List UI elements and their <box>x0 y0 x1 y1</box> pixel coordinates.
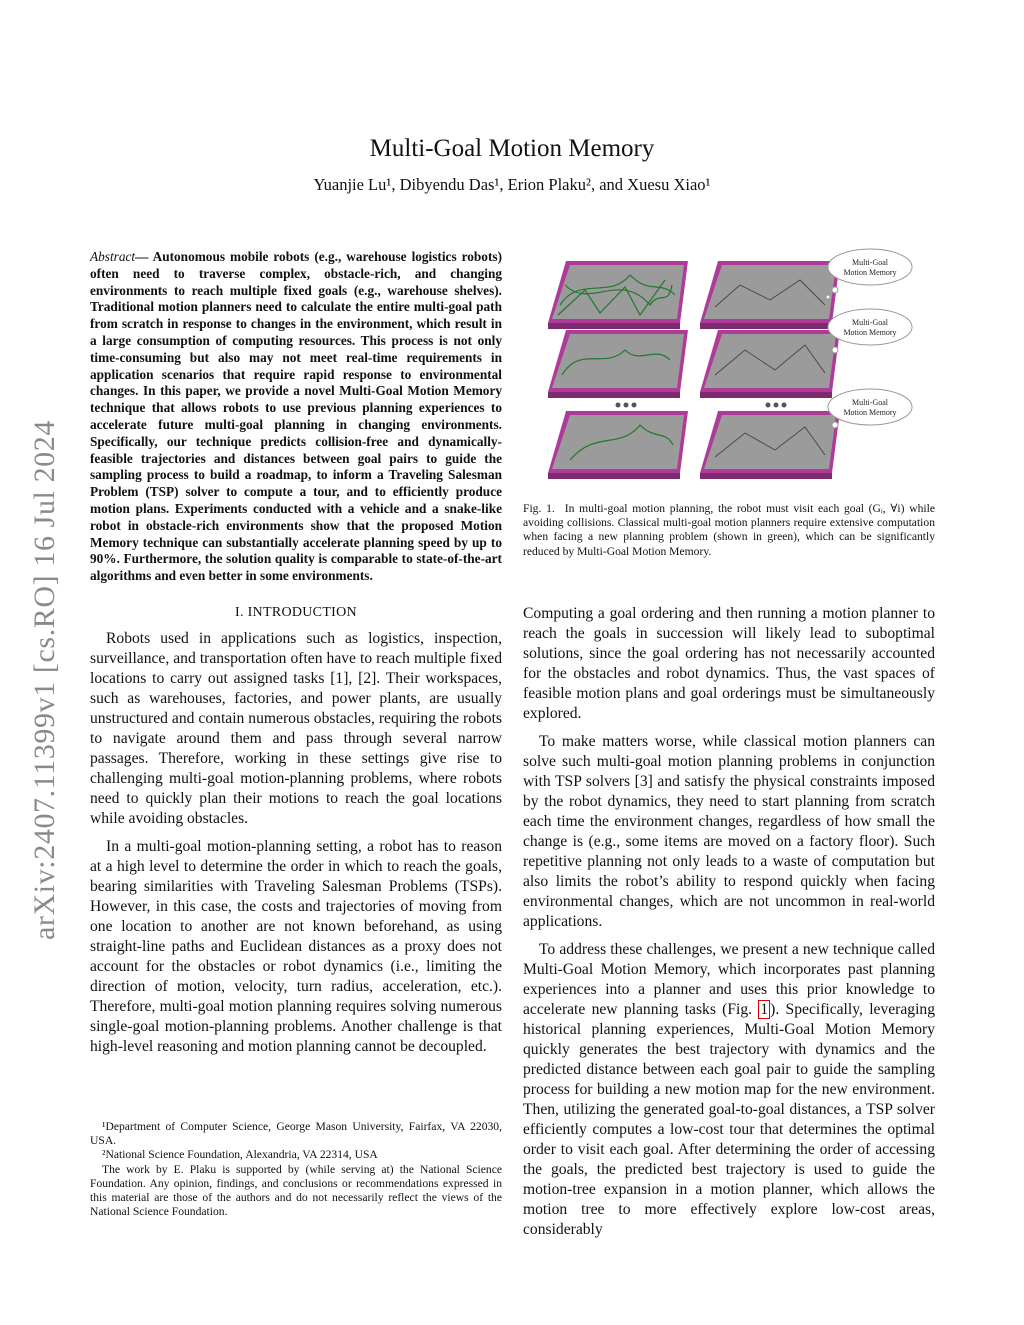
abstract-label: Abstract <box>90 249 136 264</box>
figure-1-reference-link[interactable]: 1 <box>760 1001 769 1018</box>
ellipsis-dots <box>616 403 787 408</box>
footnote-funding: The work by E. Plaku is supported by (while serving at) the National Science Foundation. Any opinion, findings, and conclusions or recommendations expressed in this material are those of the authors and do not necessarily reflect the views of the National Science Foundation. <box>90 1162 502 1219</box>
footnotes <box>90 1120 502 1219</box>
cloud-1-label-line-2: Motion Memory <box>843 268 897 277</box>
author-list: Yuanjie Lu¹, Dibyendu Das¹, Erion Plaku², and Xuesu Xiao¹ <box>313 175 711 194</box>
memory-cloud-3 <box>828 389 912 428</box>
right-column <box>523 604 935 1248</box>
left-column <box>90 249 502 1065</box>
figure-1 <box>540 245 920 490</box>
cloud-2-label-line-2: Motion Memory <box>843 328 897 337</box>
figure-1-caption <box>523 502 935 559</box>
cloud-3-label-line-2: Motion Memory <box>843 408 897 417</box>
right-paragraph-1: Computing a goal ordering and then running a motion planner to reach the goals in succession will likely lead to suboptimal solutions, since the goal ordering has not necessarily accounted for the obstacles and robot dynamics. Thus, the vast spaces of feasible motion plans and goal orderings must be simultaneously explored. <box>523 605 935 722</box>
platform-row-3 <box>548 411 840 479</box>
arxiv-identifier: arXiv:2407.11399v1 [cs.RO] 16 Jul 2024 <box>28 420 61 940</box>
footnote-affiliation-1: ¹Department of Computer Science, George Mason University, Fairfax, VA 22030, USA. <box>90 1120 502 1148</box>
cloud-3-label-line-1: Multi-Goal <box>852 398 888 407</box>
platform-row-2 <box>548 330 840 398</box>
platform-row-1 <box>548 261 840 329</box>
cloud-1-label-line-1: Multi-Goal <box>852 258 888 267</box>
abstract <box>90 249 502 585</box>
footnote-affiliation-2: ²National Science Foundation, Alexandria, VA 22314, USA <box>102 1148 378 1162</box>
right-paragraph-3 <box>523 940 935 1240</box>
right-paragraph-3-text-b: ). Specifically, leveraging historical planning experiences, Multi-Goal Motion Memory quickly generates the best trajectory with dynamics and the predicted distance between each goal pair to guide the sampling process for building a new motion map for the new environment. Then, utilizing the generated goal-to-goal distances, a TSP solver efficiently computes a low-cost tour that determines the optimal order to visit each goal. After determining the order of accessing the goals, the predicted best trajectory is used to guide the motion-tree expansion in a motion planner, which allows the motion tree to more effectively explore low-cost areas, considerably <box>523 1001 936 1238</box>
section-heading-introduction: I. INTRODUCTION <box>235 604 357 620</box>
intro-paragraph-1: Robots used in applications such as logistics, inspection, surveillance, and transportation often have to reach multiple fixed locations to carry out assigned tasks [1], [2]. Their workspaces, such as warehouses, factories, and power plants, are usually unstructured and contain numerous obstacles, requiring the robots to navigate around them and pass through several narrow passages. Therefore, working in these settings give rise to challenging multi-goal motion-planning problems, where robots need to quickly plan their motions to reach the goal locations while avoiding obstacles. <box>90 629 502 827</box>
abstract-text: — Autonomous mobile robots (e.g., warehouse logistics robots) often need to traverse complex, obstacle-rich, and changing environments to reach multiple fixed goals (e.g., warehouse shelves). Traditional motion planners need to calculate the entire multi-goal path from scratch in response to changes in the environment, which result in a large consumption of computing resources. This process is not only time-consuming but also may not meet real-time requirements in application scenarios that require rapid response to environmental changes. In this paper, we provide a novel Multi-Goal Motion Memory technique that allows robots to use previous planning experiences to accelerate future multi-goal planning in changing environments. Specifically, our technique predicts collision-free and dynamically-feasible trajectories and distances between goal pairs to guide the sampling process to build a roadmap, to inform a Traveling Salesman Problem (TSP) solver to compute a tour, and to efficiently produce motion plans. Experiments conducted with a vehicle and a snake-like robot in obstacle-rich environments show that the proposed Motion Memory technique can substantially accelerate planning speed by up to 90%. Furthermore, the solution quality is comparable to state-of-the-art algorithms and even better in some environments. <box>90 249 502 584</box>
intro-paragraph-2: In a multi-goal motion-planning setting, a robot has to reason at a high level to determine the order in which to reach the goals, bearing similarities with Traveling Salesman Problems (TSPs). However, in this case, the costs and trajectories of moving from one location to another are not known beforehand, as using straight-line paths and Euclidean distances as a proxy does not account for the obstacles or robot dynamics (i.e., limiting the direction of motion, velocity, turn radius, acceleration, etc.). Therefore, multi-goal motion planning requires solving numerous single-goal motion-planning problems. Another challenge is that high-level reasoning and motion planning cannot be decoupled. <box>90 837 502 1055</box>
right-paragraph-2: To make matters worse, while classical motion planners can solve such multi-goal motion planning problems in conjunction with TSP solvers [3] and satisfy the physical constraints imposed by the robot dynamics, they need to start planning from scratch each time the environment changes, regardless of how small the change is (e.g., some items are moved on a factory floor). Such repetitive planning not only leads to a waste of computation but also limits the robot’s ability to respond quickly when facing environmental changes, which are not uncommon in real-world applications. <box>523 733 935 930</box>
figure-1-illustration <box>540 245 920 490</box>
memory-cloud-2 <box>828 309 912 353</box>
right-paragraph-3-text-a: To address these challenges, we present a new technique called Multi-Goal Motion Memory, which incorporates past planning experiences into a planner and uses this prior knowledge to accelerate new planning tasks (Fig. <box>523 941 935 1018</box>
memory-cloud-1 <box>826 249 912 299</box>
figure-1-caption-label: Fig. 1. <box>523 502 555 515</box>
cloud-2-label-line-1: Multi-Goal <box>852 318 888 327</box>
figure-1-caption-text: In multi-goal motion planning, the robot must visit each goal (Gᵢ, ∀i) while avoiding collisions. Classical multi-goal motion planners require extensive computation when facing a new planning problem (shown in green), which can be significantly reduced by Multi-Goal Motion Memory. <box>523 502 935 558</box>
paper-title: Multi-Goal Motion Memory <box>369 134 655 162</box>
